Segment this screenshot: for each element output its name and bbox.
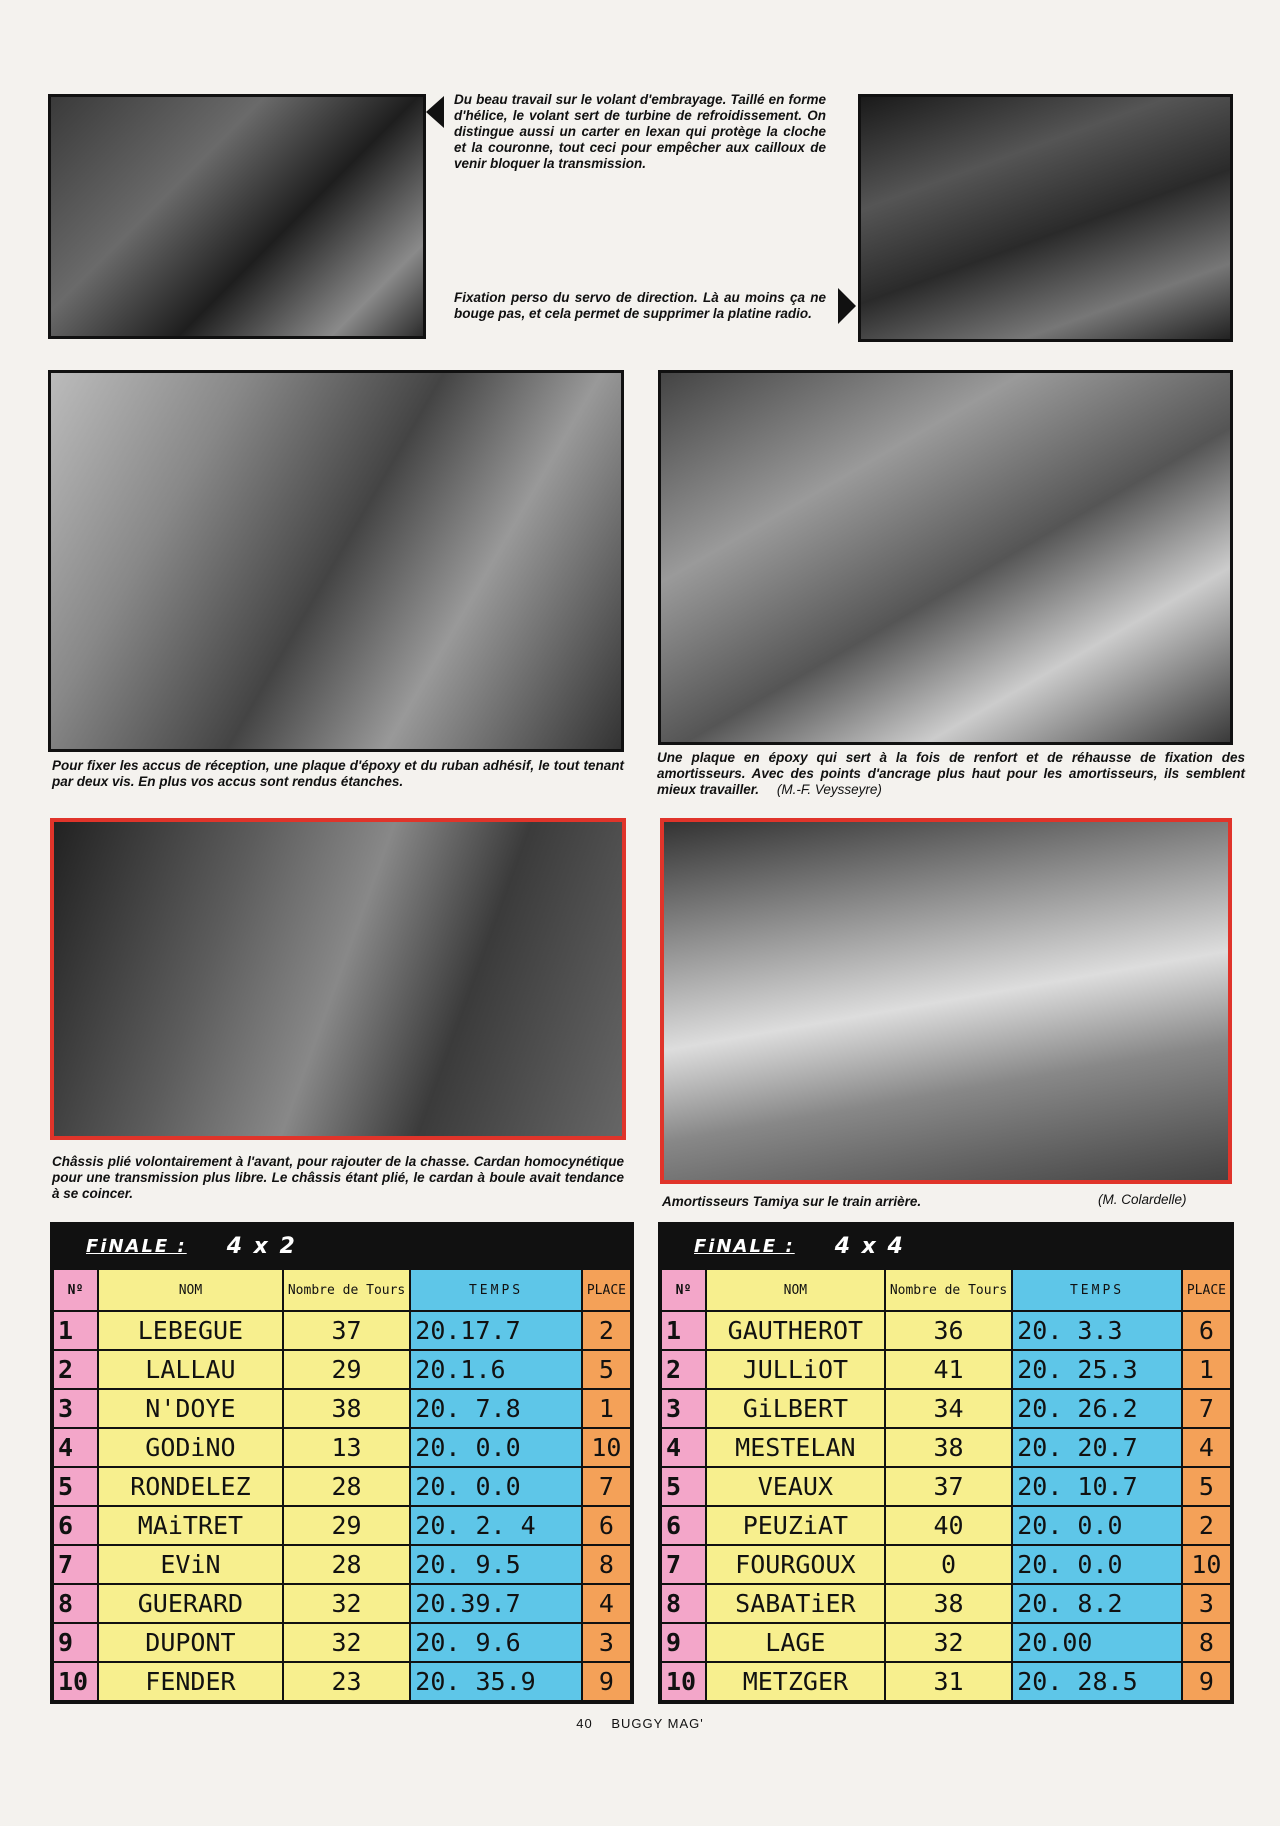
cell-place: 3 [1182,1584,1231,1623]
cell-nom: RONDELEZ [98,1467,283,1506]
cell-place: 1 [582,1389,631,1428]
header-no: Nº [661,1269,706,1311]
cell-temps: 20. 0.0 [1012,1506,1182,1545]
table-row [53,1662,631,1701]
table-row [53,1506,631,1545]
table-title [52,1224,632,1268]
cell-tours: 38 [885,1584,1012,1623]
caption-accus: Pour fixer les accus de réception, une plaque d'époxy et du ruban adhésif, le tout tenant par deux vis. En plus vos accus sont rendus étanches. [52,758,624,789]
cell-temps: 20. 8.2 [1012,1584,1182,1623]
page-number: 40 [576,1716,593,1731]
cell-tours: 29 [283,1350,410,1389]
cell-no: 10 [661,1662,706,1701]
header-row [661,1269,1231,1311]
cell-place: 10 [582,1428,631,1467]
table-row [661,1428,1231,1467]
table-row [661,1389,1231,1428]
photo-servo-direction [858,94,1233,342]
cell-tours: 37 [885,1467,1012,1506]
cell-tours: 38 [283,1389,410,1428]
cell-temps: 20. 26.2 [1012,1389,1182,1428]
cell-nom: METZGER [706,1662,885,1701]
table-row [53,1428,631,1467]
cell-place: 7 [1182,1389,1231,1428]
table-row [661,1662,1231,1701]
cell-place: 3 [582,1623,631,1662]
cell-no: 4 [53,1428,98,1467]
cell-temps: 20. 2. 4 [410,1506,582,1545]
cell-tours: 31 [885,1662,1012,1701]
cell-place: 4 [582,1584,631,1623]
header-place: PLACE [582,1269,631,1311]
results-grid [660,1268,1232,1702]
table-row [53,1623,631,1662]
table-row [661,1311,1231,1350]
cell-nom: PEUZiAT [706,1506,885,1545]
results-grid [52,1268,632,1702]
cell-tours: 23 [283,1662,410,1701]
cell-no: 2 [661,1350,706,1389]
photo-volant-embrayage [48,94,426,339]
table-row [661,1623,1231,1662]
cell-tours: 41 [885,1350,1012,1389]
cell-temps: 20.00 [1012,1623,1182,1662]
header-nom: NOM [706,1269,885,1311]
arrow-right-icon [838,288,856,324]
header-nom: NOM [98,1269,283,1311]
cell-no: 8 [661,1584,706,1623]
cell-no: 5 [661,1467,706,1506]
table-row [53,1311,631,1350]
results-table-4x4 [658,1222,1234,1704]
cell-temps: 20. 9.5 [410,1545,582,1584]
caption-volant: Du beau travail sur le volant d'embrayage. Taillé en forme d'hélice, le volant sert de turbine de refroidissement. On distingue aussi un carter en lexan qui protège la cloche et la couronne, tout ceci pour empêcher aux cailloux de venir bloquer la transmission. [454,92,826,171]
cell-no: 3 [661,1389,706,1428]
cell-temps: 20. 20.7 [1012,1428,1182,1467]
table-title-label: FiNALE : [86,1235,187,1257]
table-title-label: FiNALE : [694,1235,795,1257]
photo-plaque-epoxy [658,370,1233,745]
cell-no: 9 [53,1623,98,1662]
arrow-left-icon [426,96,444,128]
cell-place: 10 [1182,1545,1231,1584]
cell-place: 1 [1182,1350,1231,1389]
cell-place: 8 [582,1545,631,1584]
cell-place: 8 [1182,1623,1231,1662]
cell-nom: LEBEGUE [98,1311,283,1350]
cell-temps: 20. 28.5 [1012,1662,1182,1701]
table-title-class: 4 x 4 [834,1233,905,1259]
caption-chassis: Châssis plié volontairement à l'avant, pour rajouter de la chasse. Cardan homocynétique pour une transmission plus libre. Le châssis étant plié, le cardan à boule avait tendance à se coincer. [52,1154,624,1201]
cell-tours: 28 [283,1545,410,1584]
cell-temps: 20. 25.3 [1012,1350,1182,1389]
header-no: Nº [53,1269,98,1311]
table-title-class: 4 x 2 [226,1233,297,1259]
cell-nom: DUPONT [98,1623,283,1662]
photo-chassis-plie [50,818,626,1140]
cell-no: 3 [53,1389,98,1428]
cell-nom: GUERARD [98,1584,283,1623]
cell-nom: VEAUX [706,1467,885,1506]
cell-temps: 20.39.7 [410,1584,582,1623]
credit-tamiya: (M. Colardelle) [1098,1192,1187,1207]
cell-no: 7 [53,1545,98,1584]
cell-tours: 36 [885,1311,1012,1350]
header-temps: TEMPS [1012,1269,1182,1311]
header-temps: TEMPS [410,1269,582,1311]
cell-no: 6 [53,1506,98,1545]
cell-nom: N'DOYE [98,1389,283,1428]
table-row [661,1350,1231,1389]
cell-nom: GODiNO [98,1428,283,1467]
cell-place: 4 [1182,1428,1231,1467]
cell-temps: 20. 9.6 [410,1623,582,1662]
cell-temps: 20. 0.0 [410,1467,582,1506]
cell-no: 6 [661,1506,706,1545]
cell-tours: 0 [885,1545,1012,1584]
cell-tours: 34 [885,1389,1012,1428]
cell-nom: GiLBERT [706,1389,885,1428]
cell-no: 2 [53,1350,98,1389]
cell-place: 9 [582,1662,631,1701]
cell-place: 5 [1182,1467,1231,1506]
cell-tours: 37 [283,1311,410,1350]
cell-nom: GAUTHEROT [706,1311,885,1350]
cell-place: 2 [582,1311,631,1350]
cell-place: 9 [1182,1662,1231,1701]
cell-no: 1 [661,1311,706,1350]
table-row [661,1467,1231,1506]
cell-tours: 13 [283,1428,410,1467]
cell-nom: MESTELAN [706,1428,885,1467]
table-row [661,1506,1231,1545]
table-title [660,1224,1232,1268]
cell-nom: LAGE [706,1623,885,1662]
cell-nom: SABATiER [706,1584,885,1623]
magazine-name: BUGGY MAG' [611,1716,704,1731]
cell-tours: 32 [283,1623,410,1662]
table-row [53,1350,631,1389]
cell-temps: 20. 10.7 [1012,1467,1182,1506]
caption-epoxy-text: Une plaque en époxy qui sert à la fois de renfort et de réhausse de fixation des amortisseurs. Avec des points d'ancrage plus haut pour les amortisseurs, ils semblent mieux travailler. [657,750,1245,797]
cell-tours: 40 [885,1506,1012,1545]
cell-temps: 20. 0.0 [1012,1545,1182,1584]
cell-place: 7 [582,1467,631,1506]
cell-tours: 38 [885,1428,1012,1467]
caption-epoxy [657,750,1245,798]
cell-nom: FOURGOUX [706,1545,885,1584]
cell-nom: JULLiOT [706,1350,885,1389]
cell-no: 1 [53,1311,98,1350]
results-table-4x2 [50,1222,634,1704]
header-place: PLACE [1182,1269,1231,1311]
page-footer [0,1716,1280,1731]
cell-place: 6 [1182,1311,1231,1350]
table-row [661,1584,1231,1623]
cell-tours: 29 [283,1506,410,1545]
caption-tamiya: Amortisseurs Tamiya sur le train arrière. [662,1194,922,1209]
cell-no: 7 [661,1545,706,1584]
cell-nom: LALLAU [98,1350,283,1389]
credit-epoxy: (M.-F. Veysseyre) [776,782,882,797]
cell-nom: MAiTRET [98,1506,283,1545]
header-tours: Nombre de Tours [885,1269,1012,1311]
cell-place: 2 [1182,1506,1231,1545]
table-row [53,1545,631,1584]
header-row [53,1269,631,1311]
table-row [53,1389,631,1428]
cell-tours: 28 [283,1467,410,1506]
cell-tours: 32 [885,1623,1012,1662]
photo-accus-reception [48,370,624,752]
table-row [53,1584,631,1623]
cell-temps: 20. 0.0 [410,1428,582,1467]
cell-no: 8 [53,1584,98,1623]
cell-temps: 20. 7.8 [410,1389,582,1428]
cell-no: 4 [661,1428,706,1467]
cell-no: 9 [661,1623,706,1662]
cell-temps: 20. 35.9 [410,1662,582,1701]
photo-amortisseurs-tamiya [660,818,1232,1184]
cell-nom: FENDER [98,1662,283,1701]
cell-place: 5 [582,1350,631,1389]
cell-no: 5 [53,1467,98,1506]
table-row [53,1467,631,1506]
cell-place: 6 [582,1506,631,1545]
cell-temps: 20.17.7 [410,1311,582,1350]
cell-tours: 32 [283,1584,410,1623]
cell-nom: EViN [98,1545,283,1584]
cell-no: 10 [53,1662,98,1701]
caption-servo: Fixation perso du servo de direction. Là au moins ça ne bouge pas, et cela permet de supprimer la platine radio. [454,290,826,321]
cell-temps: 20.1.6 [410,1350,582,1389]
table-row [661,1545,1231,1584]
cell-temps: 20. 3.3 [1012,1311,1182,1350]
header-tours: Nombre de Tours [283,1269,410,1311]
